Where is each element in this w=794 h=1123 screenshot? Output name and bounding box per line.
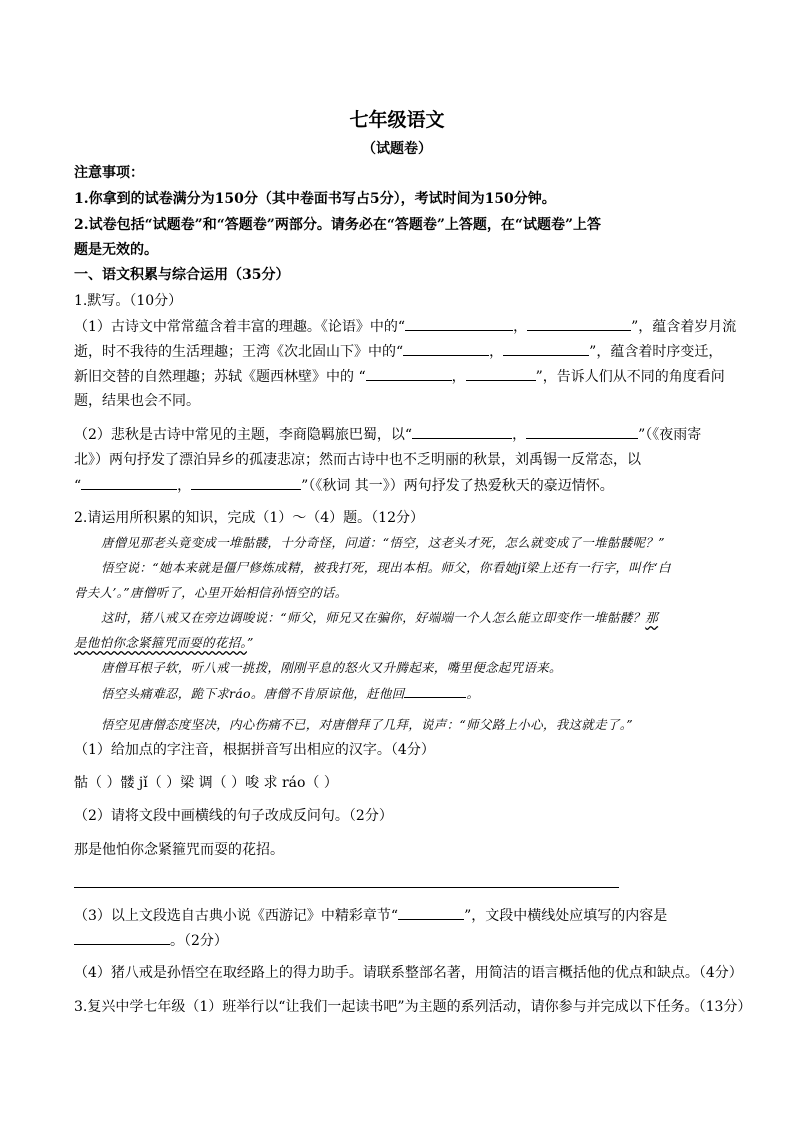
notice-item-2: 2.试卷包括“试题卷”和“答题卷”两部分。请务必在“答题卷”上答题，在“试题卷”上答	[74, 217, 602, 233]
story-line-7	[101, 683, 723, 704]
q2-sub3-line2	[74, 930, 724, 951]
fill-blank[interactable]	[403, 341, 489, 356]
q1-p1-line1	[74, 316, 737, 337]
underlined-sentence: 那	[645, 610, 659, 625]
story-line-6: 唐僧耳根子软，听八戒一挑拨，刚刚平息的怒火又升腾起来，嘴里便念起咒语来。	[101, 660, 562, 675]
q2-sub4: （4）猪八戒是孙悟空在取经路上的得力助手。请联系整部名著，用简洁的语言概括他的优点和缺点。（4分）	[74, 965, 743, 981]
fill-blank[interactable]	[74, 930, 170, 945]
answer-line[interactable]	[74, 887, 619, 888]
fill-blank[interactable]	[405, 316, 513, 331]
fill-blank[interactable]	[404, 683, 466, 698]
text: ”	[246, 635, 254, 650]
story-line-2: 悟空说：“她本来就是僵尸修炼成精，被我打死，现出本相。师父，你看她jǐ梁上还有一行字，叫作‘白	[101, 560, 671, 575]
fill-blank[interactable]	[527, 316, 631, 331]
page-subtitle: （试题卷）	[362, 141, 432, 157]
section-1-heading: 一、语文积累与综合运用（35分）	[74, 267, 290, 283]
text: 。（2分）	[170, 933, 228, 949]
text: ”（《夜雨寄	[638, 427, 702, 443]
text: 新旧交替的自然理趣；苏轼《题西林壁》中的 “	[74, 369, 366, 385]
q1-p1-line2	[74, 341, 724, 362]
text: （3）以上文段选自古典小说《西游记》中精彩章节“	[74, 908, 399, 924]
q3-label: 3.复兴中学七年级（1）班举行以“让我们一起读书吧”为主题的系列活动，请你参与并完成以下任务。（13分）	[74, 999, 752, 1015]
fill-blank[interactable]	[466, 366, 536, 381]
notice-heading: 注意事项：	[74, 165, 144, 181]
fill-blank[interactable]	[398, 905, 464, 920]
fill-blank[interactable]	[503, 341, 589, 356]
text: 。	[466, 686, 480, 701]
text: （1）古诗文中常常蕴含着丰富的理趣。《论语》中的“	[74, 319, 406, 335]
story-line-5	[74, 633, 724, 653]
text: ”，蕴含着时序变迁，	[589, 344, 723, 360]
underlined-sentence: 是他怕你念紧箍咒而耍的花招。	[74, 635, 247, 650]
text: （2）悲秋是古诗中常见的主题，李商隐羁旅巴蜀，以“	[74, 427, 413, 443]
q2-sub2-label: （2）请将文段中画横线的句子改成反问句。（2分）	[74, 808, 393, 824]
text: ”，文段中横线处应填写的内容是	[464, 908, 668, 924]
text: ”（《秋词 其一》）两句抒发了热爱秋天的豪迈情怀。	[301, 478, 614, 494]
q2-sub1-items: 骷（ ）髅 jǐ（ ）梁 调（ ）唆 求 ráo（ ）	[74, 775, 338, 791]
story-line-3: 骨夫人’。”唐僧听了，心里开始相信孙悟空的话。	[74, 585, 348, 600]
q1-p1-line4: 题，结果也会不同。	[74, 393, 200, 409]
fill-blank[interactable]	[526, 424, 638, 439]
text: ，	[451, 369, 466, 385]
q2-label: 2.请运用所积累的知识，完成（1）～（4）题。（12分）	[74, 510, 424, 526]
text: ”，蕴含着岁月流	[631, 319, 737, 335]
text: ，	[512, 427, 527, 443]
story-line-4	[101, 608, 723, 628]
q1-p2-line3	[74, 475, 724, 496]
story-line-1: 唐僧见那老头竟变成一堆骷髅，十分奇怪，问道：“悟空，这老头才死，怎么就变成了一堆骷髅呢？”	[101, 535, 665, 550]
q2-sub2-sentence: 那是他怕你念紧箍咒而耍的花招。	[74, 842, 284, 858]
fill-blank[interactable]	[412, 424, 512, 439]
page-title: 七年级语文	[349, 109, 445, 131]
q2-sub3-line1	[74, 905, 724, 926]
text: 这时，猪八戒又在旁边调唆说：“师父，师兄又在骗你，好端端一个人怎么能立即变作一堆骷髅？	[101, 610, 646, 625]
q1-label: 1.默写。（10分）	[74, 293, 183, 309]
notice-item-2-cont: 题是无效的。	[74, 242, 158, 258]
story-line-8: 悟空见唐僧态度坚决，内心伤痛不已，对唐僧拜了几拜，说声：“师父路上小心，我这就走了。”	[101, 717, 633, 732]
text: ，	[513, 319, 528, 335]
q1-p2-line1	[74, 424, 724, 445]
text: 悟空头痛难忍，跪下求ráo。唐僧不肯原谅他，赶他回	[101, 686, 405, 701]
fill-blank[interactable]	[81, 475, 177, 490]
text: “	[74, 478, 82, 494]
notice-item-1: 1.你拿到的试卷满分为150分（其中卷面书写占5分），考试时间为150分钟。	[74, 191, 556, 207]
text: ，	[489, 344, 504, 360]
q1-p2-line2: 北》）两句抒发了漂泊异乡的孤凄悲凉；然而古诗中也不乏明丽的秋景，刘禹锡一反常态，以	[74, 452, 641, 468]
fill-blank[interactable]	[366, 366, 452, 381]
fill-blank[interactable]	[191, 475, 301, 490]
text: 逝，时不我待的生活理趣；王湾《次北固山下》中的“	[74, 344, 404, 360]
text: ”，告诉人们从不同的角度看问	[535, 369, 725, 385]
q1-p1-line3	[74, 366, 724, 387]
q2-sub1-label: （1）给加点的字注音，根据拼音写出相应的汉字。（4分）	[74, 742, 435, 758]
text: ，	[177, 478, 192, 494]
